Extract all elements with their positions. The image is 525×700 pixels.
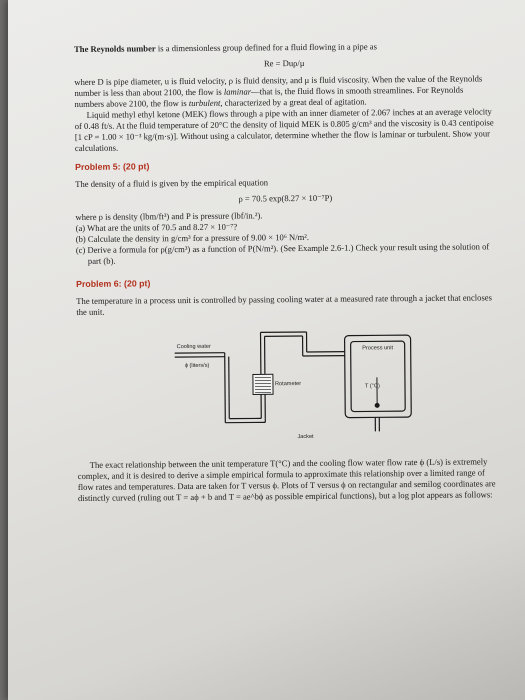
flow-rate-label: ϕ (liters/s) — [184, 362, 210, 370]
problem-5-title: Problem 5: (20 pt) — [75, 161, 150, 172]
mek-problem-paragraph: Liquid methyl ethyl ketone (MEK) flows through a pipe with an inner diameter of 2.067 inches at an average velocity of 0.48 ft/s. At the fluid temperature of 20°C the density of liquid MEK is 0.805 g/cm³ and the viscosity is 0.43 centipoise [1 cP = 1.00 × 10⁻³ kg/(m·s)]. Without using a calculator, determine whether the flow is laminar or turbulent. Show your calculations. — [74, 106, 494, 153]
intro-text-2c: , characterized by a great deal of agitation. — [220, 96, 367, 108]
intro-text-1: is a dimensionless group defined for a fluid flowing in a pipe as — [155, 41, 377, 54]
thermometer-bulb — [375, 403, 380, 408]
reynolds-equation: Re = Duρ/μ — [263, 57, 305, 69]
problem-6-closing: The exact relationship between the unit temperature T(°C) and the cooling flow water flow rate ϕ (L/s) is extremely complex, and it is desired to derive a simple empirical formula to approximate this relationship over a limited range of flow rates and temperatures. Data are taken for T versus ϕ. Plots of T versus ϕ on rectangular and semilog coordinates are distinctly curved (ruling out T = aϕ + b and T = ae^bϕ as possible empirical functions), but a log plot appears as follows: — [77, 456, 496, 503]
problem-5-where: where ρ is density (lbm/ft³) and P is pressure (lbf/in.²). — [75, 210, 263, 222]
rotameter-label: Rotameter — [274, 381, 302, 388]
document-page — [8, 0, 525, 700]
process-unit-label: Process unit — [362, 345, 394, 352]
problem-5-item-a: (a) What are the units of 70.5 and 8.27 × 10⁻⁷? — [75, 221, 238, 233]
problem-5-item-b: (b) Calculate the density in g/cm³ for a pressure of 9.00 × 10⁶ N/m². — [75, 231, 310, 244]
intro-paragraph-2 — [74, 73, 494, 110]
laminar-term: laminar — [223, 86, 252, 97]
problem-5-item-c: (c) Derive a formula for ρ(g/cm³) as a function of P(N/m²). (See Example 2.6-1.) Check your result using the solution of part (b). — [75, 241, 490, 266]
intro-paragraph-1 — [74, 40, 494, 55]
problem-6-intro: The temperature in a process unit is controlled by passing cooling water at a measured rate through a jacket that encloses the unit. — [76, 292, 492, 317]
cooling-jacket-diagram — [76, 320, 497, 450]
intro-text-2: where D is pipe diameter, u is fluid velocity, ρ is fluid density, and μ is fluid viscosity. When the value of the Reynolds number is less than about 2100, the flow is — [74, 73, 483, 98]
document-content — [74, 40, 498, 504]
intro-text-2b: —that is, the fluid flows in smooth streamlines. For Reynolds numbers above 2100, the flow is — [74, 84, 464, 109]
reynolds-term: The Reynolds number — [74, 43, 156, 54]
turbulent-term: turbulent — [188, 97, 221, 108]
temperature-label: T (°C) — [364, 383, 380, 390]
jacket-label: Jacket — [297, 433, 314, 441]
cooling-water-label: Cooling water — [176, 343, 211, 351]
problem-6-title: Problem 6: (20 pt) — [76, 278, 151, 289]
density-equation: ρ = 70.5 exp(8.27 × 10⁻⁷P) — [238, 192, 333, 204]
problem-5-intro: The density of a fluid is given by the empirical equation — [75, 177, 269, 189]
